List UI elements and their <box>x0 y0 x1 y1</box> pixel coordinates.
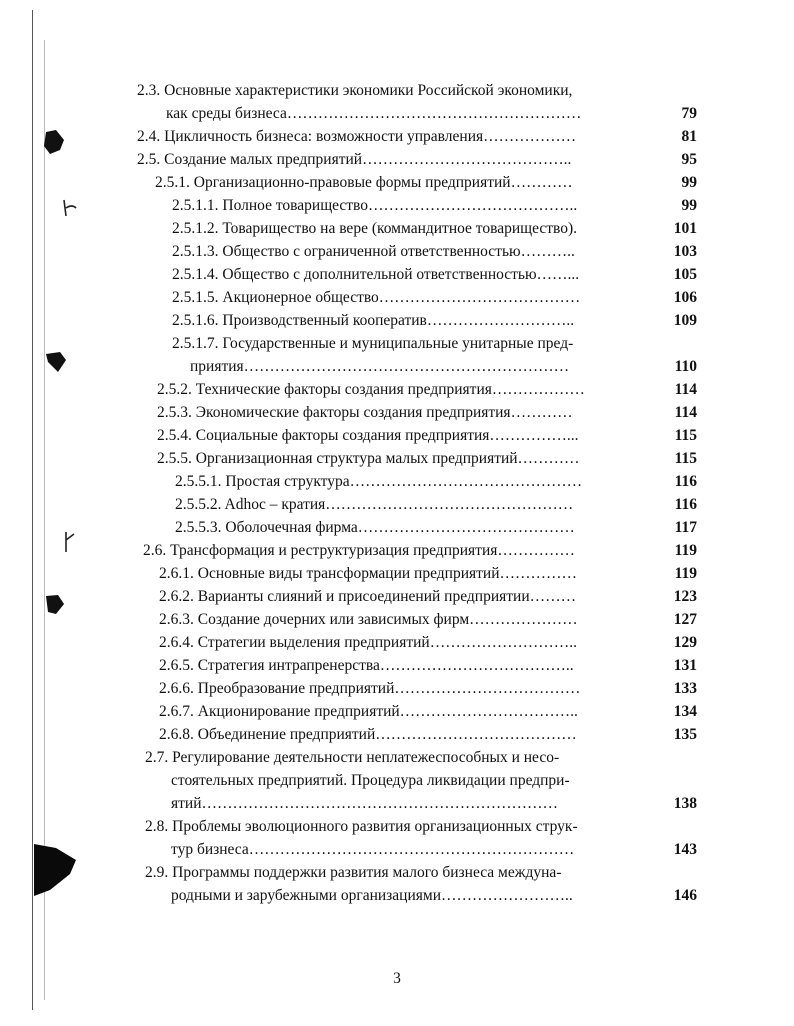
toc-entry <box>0 402 794 424</box>
toc-entry <box>0 379 794 401</box>
toc-entry <box>0 563 794 585</box>
toc-entry-page: 146 <box>673 887 697 904</box>
toc-entry-title: родными и зарубежными организациями…………………….. <box>171 887 573 904</box>
toc-entry-page: 99 <box>681 174 697 191</box>
toc-entry-title: ятий…………………………………………………………… <box>171 795 558 812</box>
toc-entry-title: 2.6.2. Варианты слияний и присоединений предприятии……… <box>159 588 577 605</box>
toc-entry <box>0 264 794 286</box>
toc-entry <box>0 448 794 470</box>
toc-entry <box>0 747 794 769</box>
toc-entry-title: как среды бизнеса………………………………………………… <box>166 105 582 122</box>
toc-entry <box>0 816 794 838</box>
toc-entry-title: 2.6. Трансформация и реструктуризация предприятия…………… <box>143 542 575 559</box>
toc-entry-title: 2.5.5. Организационная структура малых предприятий………… <box>157 450 580 467</box>
toc-entry-title: 2.8. Проблемы эволюционного развития организационных струк- <box>145 818 578 835</box>
toc-entry <box>0 885 794 907</box>
toc-entry-page: 123 <box>673 588 697 605</box>
toc-entry-title: 2.5.1. Организационно-правовые формы предприятий………… <box>155 174 573 191</box>
toc-entry-title: 2.5.5.2. Adhoc – кратия………………………………………… <box>175 496 574 513</box>
toc-entry-title: 2.6.6. Преобразование предприятий……………………………… <box>159 680 581 697</box>
toc-entry-page: 110 <box>674 358 697 375</box>
toc-entry <box>0 218 794 240</box>
toc-entry <box>0 494 794 516</box>
toc-entry-page: 116 <box>674 473 697 490</box>
toc-entry-title: 2.5.1.6. Производственный кооператив……………………….. <box>172 312 575 329</box>
toc-entry-page: 116 <box>674 496 697 513</box>
toc-entry-title: 2.6.7. Акционирование предприятий…………………………….. <box>159 703 578 720</box>
toc-entry <box>0 241 794 263</box>
toc-entry-page: 127 <box>673 611 697 628</box>
toc-entry-title: стоятельных предприятий. Процедура ликвидации предпри- <box>171 772 570 789</box>
toc-entry-page: 95 <box>681 151 697 168</box>
toc-entry-title: 2.9. Программы поддержки развития малого бизнеса междуна- <box>145 864 562 881</box>
toc-entry-title: 2.4. Цикличность бизнеса: возможности управления……………… <box>137 128 577 145</box>
toc-entry-page: 119 <box>674 565 697 582</box>
toc-entry-title: приятия……………………………………………………… <box>190 358 570 375</box>
toc-entry <box>0 425 794 447</box>
toc-entry-title: 2.5.4. Социальные факторы создания предприятия……………... <box>157 427 579 444</box>
toc-entry-title: 2.5.5.1. Простая структура……………………………………… <box>175 473 583 490</box>
toc-entry-page: 131 <box>673 657 697 674</box>
toc-entry <box>0 862 794 884</box>
toc-entry-title: 2.6.1. Основные виды трансформации предприятий…………… <box>159 565 577 582</box>
toc-entry-title: 2.5.3. Экономические факторы создания предприятия………… <box>157 404 573 421</box>
toc-entry-page: 114 <box>674 381 697 398</box>
toc-entry-page: 135 <box>673 726 697 743</box>
toc-entry-page: 119 <box>674 542 697 559</box>
page-number: 3 <box>393 970 401 987</box>
toc-entry-title: 2.6.4. Стратегии выделения предприятий……………………….. <box>159 634 577 651</box>
toc-entry-page: 105 <box>673 266 697 283</box>
toc-entry-title: 2.5.1.3. Общество с ограниченной ответственностью……….. <box>172 243 575 260</box>
toc-entry-title: 2.5. Создание малых предприятий………………………………….. <box>137 151 572 168</box>
toc-entry <box>0 195 794 217</box>
toc-entry-page: 129 <box>673 634 697 651</box>
toc-entry-page: 114 <box>674 404 697 421</box>
toc-entry-page: 81 <box>681 128 697 145</box>
toc-entry-title: 2.5.1.1. Полное товарищество………………………………….. <box>172 197 578 214</box>
toc-entry <box>0 471 794 493</box>
toc-entry-page: 101 <box>673 220 697 237</box>
toc-entry-title: 2.7. Регулирование деятельности неплатежеспособных и несо- <box>145 749 560 766</box>
toc-entry-title: 2.5.2. Технические факторы создания предприятия……………… <box>157 381 585 398</box>
toc-entry-title: 2.6.8. Объединение предприятий………………………………… <box>159 726 577 743</box>
toc-entry <box>0 149 794 171</box>
toc-entry-title: 2.5.1.2. Товарищество на вере (коммандитное товарищество). <box>172 220 578 237</box>
toc-entry <box>0 517 794 539</box>
toc-entry-page: 143 <box>673 841 697 858</box>
toc-entry-page: 115 <box>674 427 697 444</box>
toc-entry-title: 2.3. Основные характеристики экономики Российской экономики, <box>137 82 573 99</box>
toc-entry-title: 2.6.3. Создание дочерних или зависимых фирм………………… <box>159 611 578 628</box>
toc-entry <box>0 540 794 562</box>
toc-entry <box>0 724 794 746</box>
toc-entry-title: 2.5.1.5. Акционерное общество………………………………… <box>172 289 581 306</box>
toc-entry <box>0 80 794 102</box>
toc-entry <box>0 632 794 654</box>
toc-entry <box>0 310 794 332</box>
toc-entry <box>0 126 794 148</box>
toc-entry-title: 2.6.5. Стратегия интрапренерства……………………………….. <box>159 657 574 674</box>
toc-entry-page: 109 <box>673 312 697 329</box>
toc-entry <box>0 356 794 378</box>
toc-entry-page: 103 <box>673 243 697 260</box>
toc-entry <box>0 609 794 631</box>
toc-entry <box>0 103 794 125</box>
toc-entry <box>0 678 794 700</box>
toc-entry-page: 79 <box>681 105 697 122</box>
toc-entry-page: 115 <box>674 450 697 467</box>
toc-entry <box>0 701 794 723</box>
toc-entry-title: 2.5.1.7. Государственные и муниципальные унитарные пред- <box>172 335 574 352</box>
toc-entry <box>0 333 794 355</box>
toc-entry <box>0 172 794 194</box>
toc-entry <box>0 839 794 861</box>
toc-entry <box>0 586 794 608</box>
toc-entry-page: 117 <box>674 519 697 536</box>
toc-entry-page: 134 <box>673 703 697 720</box>
toc-entry <box>0 655 794 677</box>
toc-entry-page: 106 <box>673 289 697 306</box>
toc-entry-title: 2.5.1.4. Общество с дополнительной ответственностью……... <box>172 266 580 283</box>
toc-entry-page: 133 <box>673 680 697 697</box>
toc-entry-title: 2.5.5.3. Оболочечная фирма…………………………………… <box>175 519 575 536</box>
toc-entry-page: 138 <box>673 795 697 812</box>
toc-entry <box>0 287 794 309</box>
toc-entry-page: 99 <box>681 197 697 214</box>
toc-entry <box>0 793 794 815</box>
toc-entry-title: тур бизнеса……………………………………………………… <box>171 841 575 858</box>
toc-entry <box>0 770 794 792</box>
